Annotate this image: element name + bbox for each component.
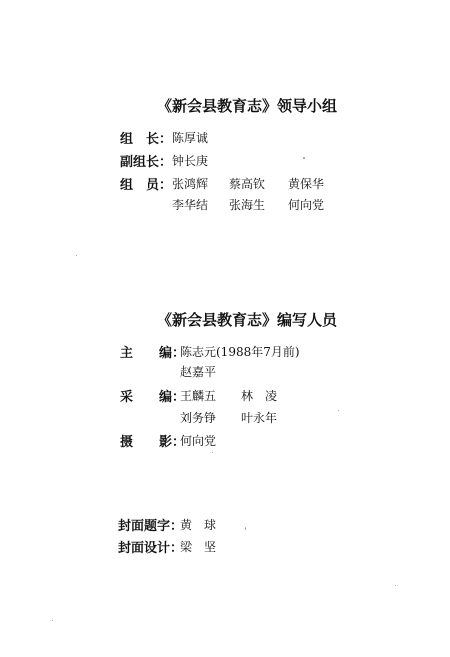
scan-speck [76, 255, 77, 256]
cover-calligrapher-name: 黄 球 [180, 518, 217, 532]
scan-speck [212, 452, 213, 453]
photographer-name: 何向党 [180, 434, 217, 448]
cover-title-label: 封面题字： [118, 519, 184, 534]
member-name: 何向党 [288, 198, 325, 212]
chief-editor-name: 陈志元(1988年7月前) [180, 345, 300, 359]
scan-speck [52, 620, 53, 621]
member-name: 李华结 [172, 198, 209, 212]
members-label: 组 员： [120, 178, 173, 193]
deputy-leader-name: 钟长庚 [172, 154, 209, 168]
collecting-editor-name: 刘务铮 [180, 411, 217, 425]
collecting-editor-name: 叶永年 [241, 411, 278, 425]
member-name: 黄保华 [288, 177, 325, 191]
member-name: 张鸿辉 [172, 177, 209, 191]
scan-speck [245, 527, 246, 530]
chief-editor-name: 赵嘉平 [180, 365, 217, 379]
collecting-editor-name: 王麟五 [180, 389, 217, 403]
deputy-leader-label: 副组长： [120, 155, 173, 170]
scan-speck [338, 410, 339, 411]
photography-label: 摄 影： [120, 435, 186, 450]
scan-speck [395, 585, 396, 586]
cover-designer-name: 梁 坚 [180, 540, 217, 554]
leader-label: 组 长： [120, 132, 173, 147]
scan-speck [303, 157, 305, 159]
collecting-editor-label: 采 编： [120, 390, 186, 405]
member-name: 蔡高钦 [229, 177, 266, 191]
cover-design-label: 封面设计： [118, 541, 184, 556]
leader-name: 陈厚诚 [172, 131, 209, 145]
member-name: 张海生 [229, 198, 266, 212]
editorial-staff-title: 《新会县教育志》编写人员 [157, 311, 338, 329]
leadership-group-title: 《新会县教育志》领导小组 [157, 97, 338, 115]
chief-editor-label: 主 编： [120, 346, 186, 361]
collecting-editor-name: 林 凌 [241, 389, 278, 403]
